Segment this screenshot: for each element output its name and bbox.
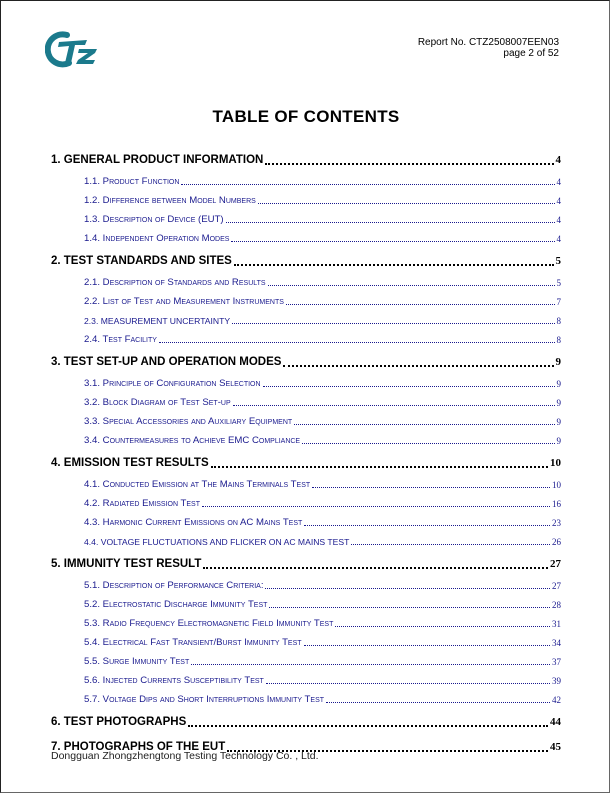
toc-subsection[interactable] (51, 595, 561, 614)
toc-page-number[interactable]: 4 (555, 153, 561, 166)
toc-entry-title[interactable]: 3.2. Block Diagram of Test Set-up (84, 397, 231, 408)
toc-dot-leader (335, 626, 550, 627)
toc-page-number[interactable]: 5 (555, 254, 561, 267)
toc-page-number[interactable]: 44 (550, 715, 561, 728)
toc-section[interactable] (51, 450, 561, 475)
toc-dot-leader (234, 264, 554, 266)
toc-section[interactable] (51, 709, 561, 734)
toc-dot-leader (268, 285, 555, 286)
footer-company: Dongguan Zhongzhengtong Testing Technology Co. , Ltd. (51, 750, 319, 762)
report-info (418, 37, 559, 59)
toc-subsection[interactable] (51, 292, 561, 311)
toc-dot-leader (211, 466, 548, 468)
toc-entry-title[interactable]: 2.1. Description of Standards and Results (84, 277, 266, 288)
toc-entry-title[interactable]: 2.2. List of Test and Measurement Instruments (84, 296, 284, 307)
toc-subsection[interactable] (51, 374, 561, 393)
toc-subsection[interactable] (51, 172, 561, 191)
page-title: TABLE OF CONTENTS (212, 107, 400, 126)
toc-entry-title[interactable]: 3.3. Special Accessories and Auxiliary Equipment (84, 416, 293, 427)
toc-page-number[interactable]: 23 (552, 517, 561, 528)
toc-page-number[interactable]: 42 (552, 694, 561, 705)
toc-section[interactable] (51, 248, 561, 273)
toc-entry-title[interactable]: 4.4. VOLTAGE FLUCTUATIONS AND FLICKER ON AC MAINS TEST (84, 536, 350, 547)
toc-page-number[interactable]: 37 (552, 656, 561, 667)
toc-page-number[interactable]: 45 (550, 740, 561, 753)
toc-dot-leader (312, 487, 550, 488)
toc-dot-leader (266, 683, 550, 684)
toc-entry-title[interactable]: 4. EMISSION TEST RESULTS (51, 456, 209, 469)
toc-page-number[interactable]: 9 (556, 416, 561, 427)
toc-dot-leader (233, 405, 555, 406)
toc-entry-title[interactable]: 2.4. Test Facility (84, 334, 157, 345)
toc-dot-leader (351, 544, 550, 545)
toc-page-number[interactable]: 16 (552, 498, 561, 509)
toc-page-number[interactable]: 7 (556, 296, 561, 307)
toc-subsection[interactable] (51, 475, 561, 494)
toc-entry-title[interactable]: 5.6. Injected Currents Susceptibility Test (84, 675, 264, 686)
toc-entry-title[interactable]: 1.2. Difference between Model Numbers (84, 195, 256, 206)
toc-entry-title[interactable]: 7. PHOTOGRAPHS OF THE EUT (51, 740, 226, 753)
toc-page-number[interactable]: 8 (556, 334, 561, 345)
toc-entry-title[interactable]: 1.3. Description of Device (EUT) (84, 214, 224, 225)
toc-subsection[interactable] (51, 633, 561, 652)
toc-dot-leader (286, 304, 555, 305)
toc-dot-leader (188, 725, 548, 727)
report-number: Report No. CTZ2508007EEN03 (417, 37, 559, 48)
toc-subsection[interactable] (51, 393, 561, 412)
company-logo (45, 29, 105, 69)
toc-entry-title[interactable]: 5.2. Electrostatic Discharge Immunity Test (84, 599, 268, 610)
toc-entry-title[interactable]: 5.5. Surge Immunity Test (84, 656, 190, 667)
toc-page-number[interactable]: 27 (552, 580, 561, 591)
toc-page-number[interactable]: 10 (552, 479, 561, 490)
toc-entry-title[interactable]: 2. TEST STANDARDS AND SITES (51, 254, 232, 267)
toc-dot-leader (269, 607, 550, 608)
toc-section[interactable] (51, 551, 561, 576)
toc-dot-leader (326, 702, 550, 703)
toc-dot-leader (181, 184, 554, 185)
toc-subsection[interactable] (51, 191, 561, 210)
toc-dot-leader (302, 443, 554, 444)
toc-subsection[interactable] (51, 690, 561, 709)
toc-subsection[interactable] (51, 614, 561, 633)
toc-subsection[interactable] (51, 431, 561, 450)
toc-dot-leader (265, 163, 553, 165)
toc-entry-title[interactable]: 5. IMMUNITY TEST RESULT (51, 557, 202, 570)
toc-page-number[interactable]: 9 (555, 355, 561, 368)
page-number: page 2 of 52 (503, 48, 559, 59)
toc-section[interactable] (51, 349, 561, 374)
toc-dot-leader (294, 424, 554, 425)
toc-page-number[interactable]: 9 (556, 378, 561, 389)
toc-entry-title[interactable]: 6. TEST PHOTOGRAPHS (51, 715, 187, 728)
toc-dot-leader (265, 588, 550, 589)
toc-entry-title[interactable]: 1. GENERAL PRODUCT INFORMATION (51, 153, 264, 166)
toc-subsection[interactable] (51, 273, 561, 292)
toc-page-number[interactable]: 27 (550, 557, 561, 570)
toc-page-number[interactable]: 31 (552, 618, 561, 629)
toc-dot-leader (258, 203, 555, 204)
toc-subsection[interactable] (51, 671, 561, 690)
toc-page-number[interactable]: 4 (556, 176, 561, 187)
toc-entry-title[interactable]: 5.1. Description of Performance Criteria: (84, 580, 264, 591)
toc-entry-title[interactable]: 3. TEST SET-UP AND OPERATION MODES (51, 355, 282, 368)
toc-dot-leader (231, 241, 554, 242)
toc-page-number[interactable]: 34 (552, 637, 561, 648)
toc-dot-leader (304, 525, 550, 526)
toc-entry-title[interactable]: 5.7. Voltage Dips and Short Interruptions Immunity Test (84, 694, 325, 705)
toc-subsection[interactable] (51, 652, 561, 671)
toc-dot-leader (191, 664, 550, 665)
toc-dot-leader (203, 567, 548, 569)
toc-entry-title[interactable]: 4.1. Conducted Emission at The Mains Terminals Test (84, 479, 311, 490)
toc-dot-leader (232, 323, 554, 324)
toc-page-number[interactable]: 4 (556, 233, 561, 244)
toc-dot-leader (283, 365, 553, 367)
toc-page-number[interactable]: 28 (552, 599, 561, 610)
toc-subsection[interactable] (51, 532, 561, 551)
toc-page-number[interactable]: 8 (556, 315, 561, 326)
toc-page-number[interactable]: 39 (552, 675, 561, 686)
toc-subsection[interactable] (51, 210, 561, 229)
toc-dot-leader (202, 506, 550, 507)
toc-page-number[interactable]: 5 (556, 277, 561, 288)
toc-subsection[interactable] (51, 412, 561, 431)
toc-subsection[interactable] (51, 576, 561, 595)
toc-page-number[interactable]: 9 (556, 397, 561, 408)
toc-entry-title[interactable]: 5.4. Electrical Fast Transient/Burst Immunity Test (84, 637, 302, 648)
toc-entry-title[interactable]: 1.1. Product Function (84, 176, 180, 187)
toc-page-number[interactable]: 26 (552, 536, 561, 547)
toc-page-number[interactable]: 9 (556, 435, 561, 446)
toc-entry-title[interactable]: 4.2. Radiated Emission Test (84, 498, 201, 509)
toc-entry-title[interactable]: 2.3. MEASUREMENT UNCERTAINTY (84, 315, 231, 326)
toc-dot-leader (263, 386, 555, 387)
toc-subsection[interactable] (51, 494, 561, 513)
toc-page-number[interactable]: 4 (556, 214, 561, 225)
toc-entry-title[interactable]: 1.4. Independent Operation Modes (84, 233, 230, 244)
toc-entry-title[interactable]: 5.3. Radio Frequency Electromagnetic Field Immunity Test (84, 618, 334, 629)
toc-subsection[interactable] (51, 229, 561, 248)
toc-dot-leader (159, 342, 555, 343)
table-of-contents (51, 147, 561, 759)
toc-dot-leader (226, 222, 555, 223)
toc-dot-leader (304, 645, 550, 646)
toc-entry-title[interactable]: 4.3. Harmonic Current Emissions on AC Mains Test (84, 517, 303, 528)
toc-subsection[interactable] (51, 513, 561, 532)
toc-page-number[interactable]: 4 (556, 195, 561, 206)
toc-subsection[interactable] (51, 330, 561, 349)
toc-page-number[interactable]: 10 (550, 456, 561, 469)
toc-entry-title[interactable]: 3.4. Countermeasures to Achieve EMC Compliance (84, 435, 301, 446)
toc-section[interactable] (51, 147, 561, 172)
toc-entry-title[interactable]: 3.1. Principle of Configuration Selection (84, 378, 261, 389)
toc-subsection[interactable] (51, 311, 561, 330)
